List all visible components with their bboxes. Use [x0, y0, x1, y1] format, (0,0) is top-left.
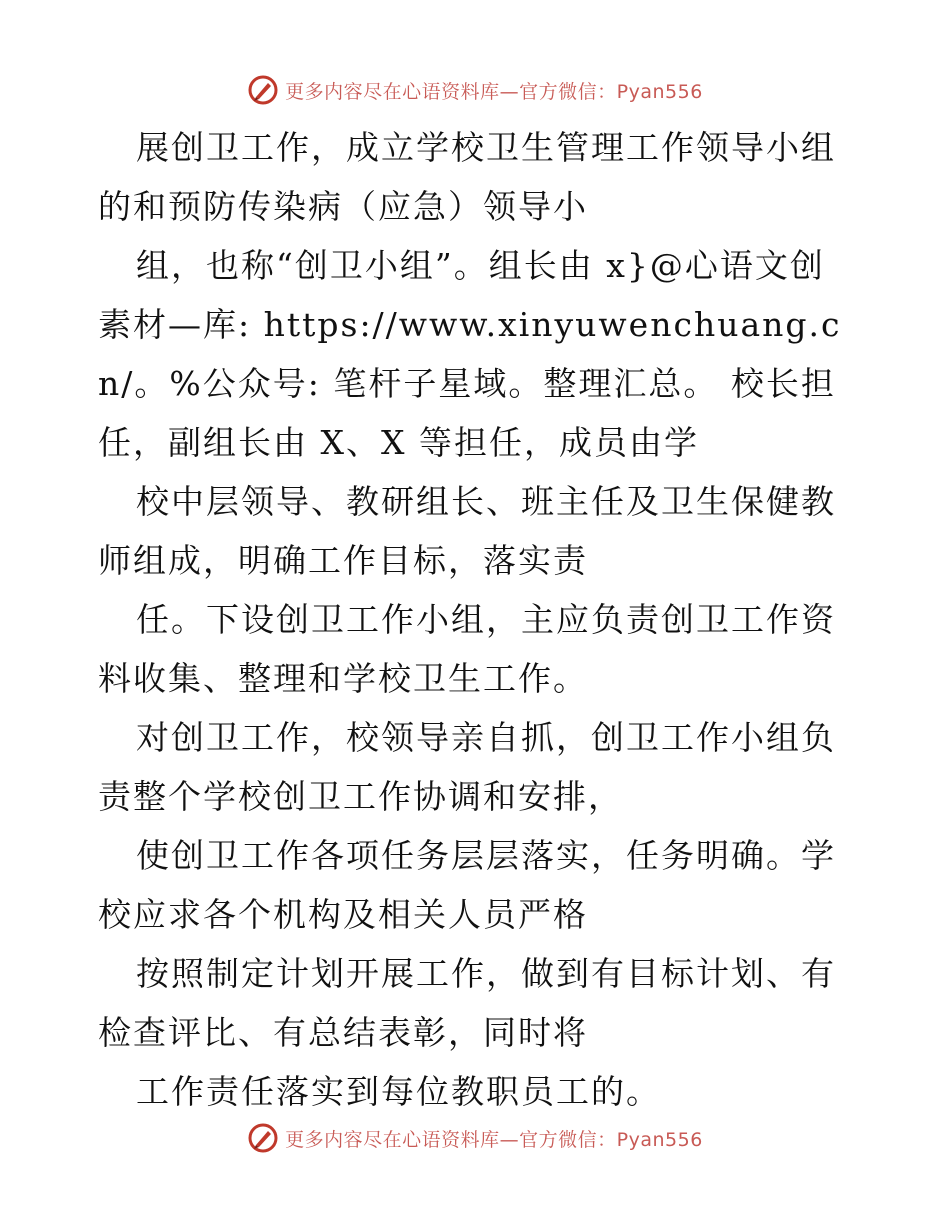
footer-banner: [0, 1120, 950, 1156]
document-body: [98, 118, 858, 1121]
paragraph: 工作责任落实到每位教职员工的。: [136, 1072, 661, 1111]
paragraph: 按照制定计划开展工作，做到有目标计划、有检查评比、有总结表彰，同时将: [98, 954, 836, 1052]
header-ad-text: 更多内容尽在心语资料库—官方微信：Pyan556: [285, 80, 703, 103]
paragraph: 对创卫工作，校领导亲自抓，创卫工作小组负责整个学校创卫工作协调和安排，: [98, 718, 836, 816]
paragraph: 使创卫工作各项任务层层落实，任务明确。学校应求各个机构及相关人员严格: [98, 836, 836, 934]
paragraph: 校中层领导、教研组长、班主任及卫生保健教师组成，明确工作目标，落实责: [98, 482, 836, 580]
header-banner: [0, 72, 950, 108]
paragraph: 组，也称“创卫小组”。组长由 x}@心语文创素材—库: https://www.xinyuwenchuang.cn/。%公众号: 笔杆子星域。整理汇总。 校长担任，副组长由 X、X 等担任，成员由学: [98, 246, 842, 462]
paragraph: 任。下设创卫工作小组，主应负责创卫工作资料收集、整理和学校卫生工作。: [98, 600, 836, 698]
footer-ad-text: 更多内容尽在心语资料库—官方微信：Pyan556: [285, 1128, 703, 1151]
paragraph: 展创卫工作，成立学校卫生管理工作领导小组的和预防传染病（应急）领导小: [98, 128, 836, 226]
pen-logo-icon: [247, 74, 279, 106]
pen-logo-icon: [247, 1122, 279, 1154]
